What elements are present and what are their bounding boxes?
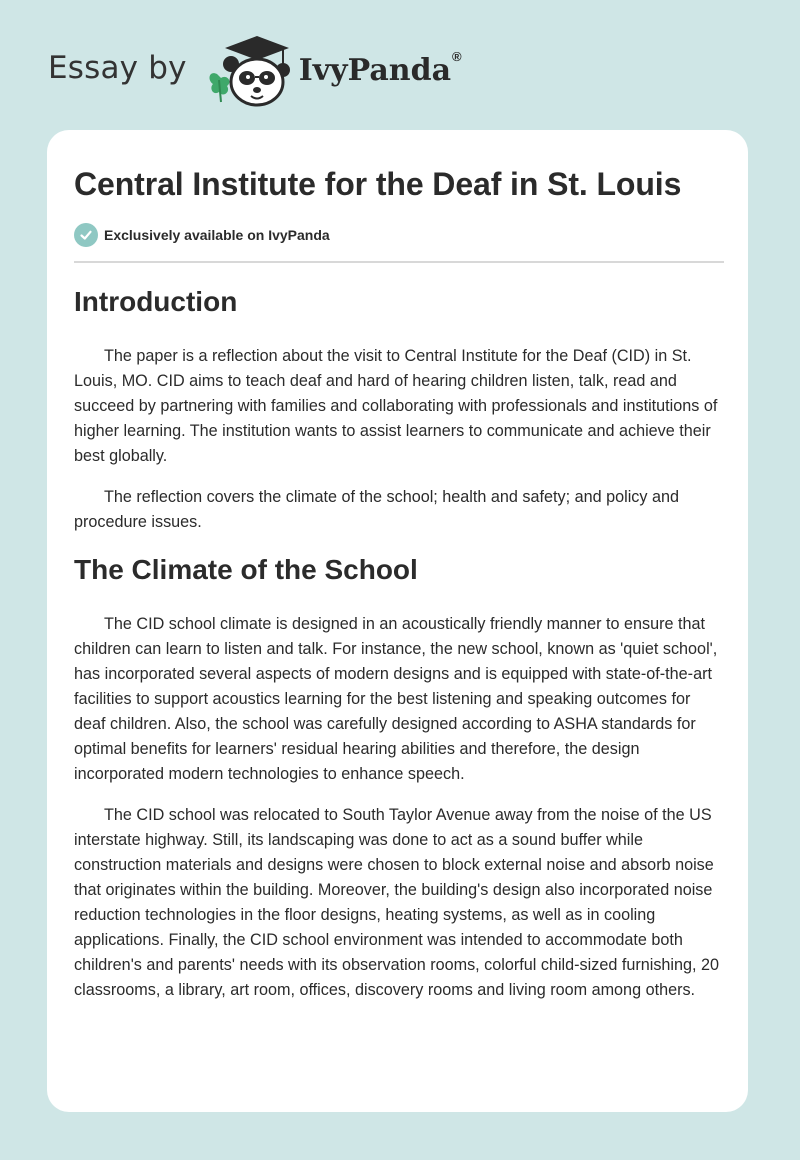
brand-name[interactable]: IvyPanda® [298, 48, 462, 88]
paragraph: The reflection covers the climate of the school; health and safety; and policy and procedure issues. [74, 488, 679, 531]
panda-graduate-icon[interactable] [201, 30, 293, 110]
page-title: Central Institute for the Deaf in St. Louis [74, 166, 682, 202]
site-header [48, 30, 462, 110]
essay-by-label: Essay by [48, 50, 187, 86]
title-divider [74, 261, 724, 263]
exclusive-badge-label: Exclusively available on IvyPanda [104, 227, 330, 243]
essay-card [47, 130, 748, 1112]
section-heading: The Climate of the School [74, 554, 418, 585]
paragraph: The paper is a reflection about the visit to Central Institute for the Deaf (CID) in St. Louis, MO. CID aims to teach deaf and hard of hearing children listen, talk, read and succeed by partnering with families and collaborating with professionals and institutions of higher learning. The institution wants to assist learners to communicate and achieve their best globally. [74, 347, 718, 465]
section-heading: Introduction [74, 286, 238, 317]
paragraph: The CID school climate is designed in an acoustically friendly manner to ensure that children can learn to listen and talk. For instance, the new school, known as 'quiet school', has incorporated several aspects of modern designs and is equipped with state-of-the-art facilities to support acoustics learning for the best listening and speaking outcomes for deaf children. Also, the school was carefully designed according to ASHA standards for optimal benefits for learners' residual hearing abilities and therefore, the design incorporated modern technologies to enhance speech. [74, 615, 718, 783]
paragraph: The CID school was relocated to South Taylor Avenue away from the noise of the US interstate highway. Still, its landscaping was done to act as a sound buffer while construction materials and designs were chosen to block external noise and absorb noise that originates within the building. Moreover, the building's design also incorporated noise reduction technologies in the floor designs, heating systems, as well as in cooling applications. Finally, the CID school environment was intended to accommodate both children's and parents' needs with its observation rooms, colorful child-sized furnishing, 20 classrooms, a library, art room, offices, discovery rooms and living room among others. [74, 806, 720, 999]
exclusive-badge [74, 223, 330, 247]
check-icon [74, 223, 98, 247]
ivy-leaf-icon [209, 73, 229, 102]
registered-mark: ® [452, 48, 462, 64]
